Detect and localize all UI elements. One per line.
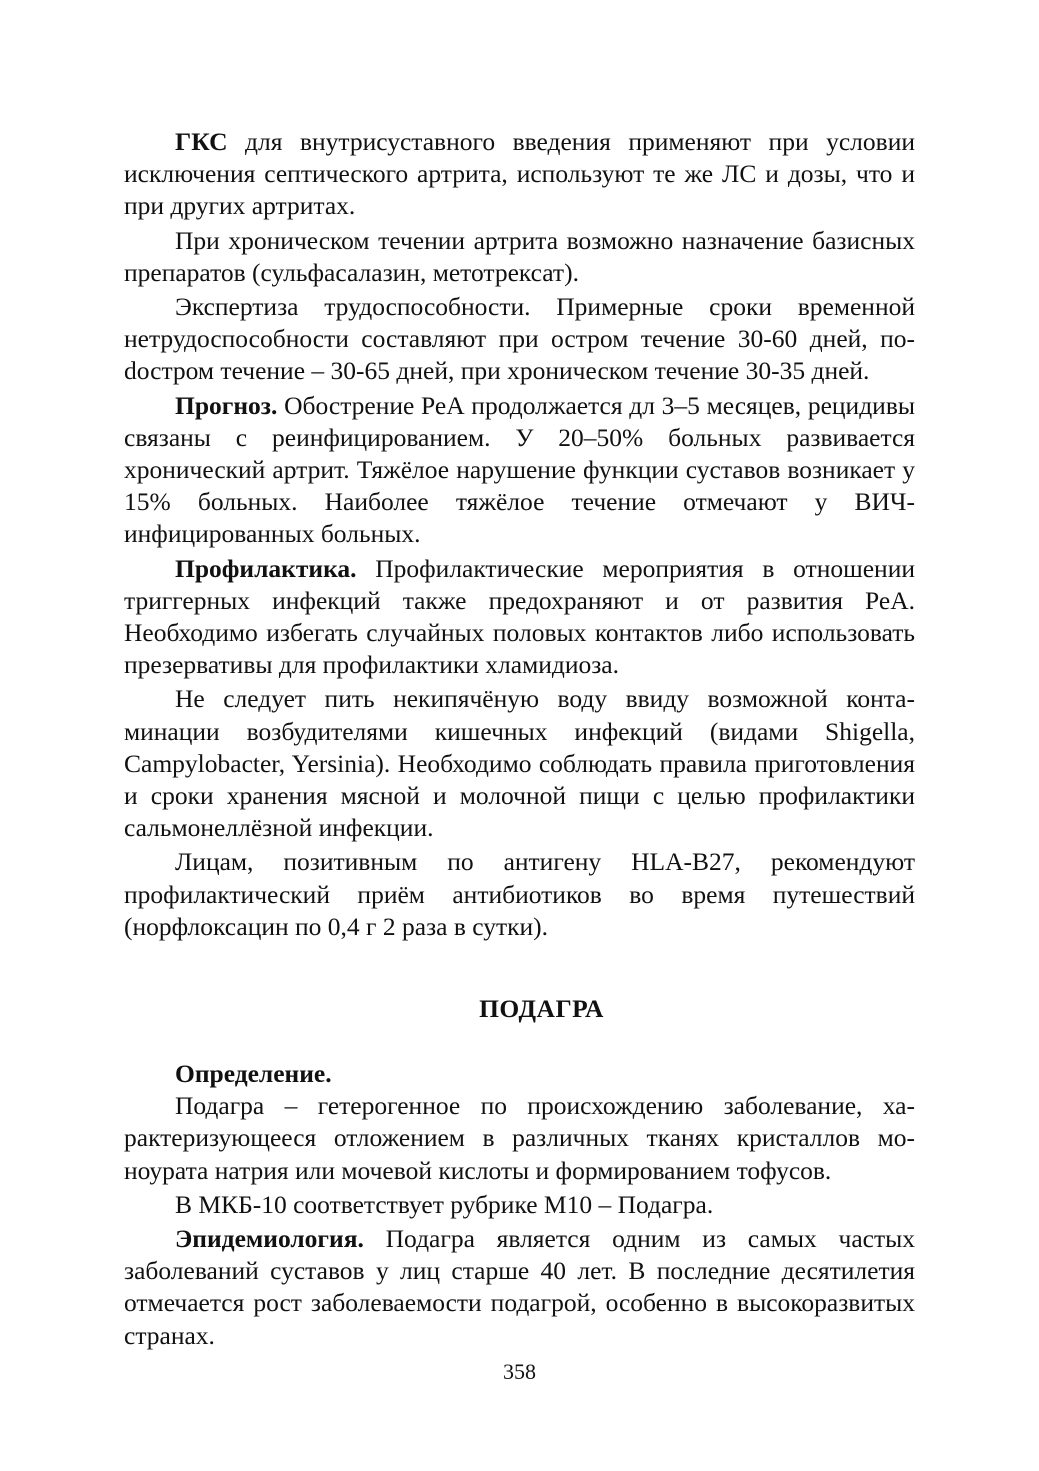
paragraph-lead: Прогноз. [175,390,278,420]
paragraph-gks [124,126,915,223]
body-text [124,126,915,943]
paragraph-lead: Эпидемиология. [175,1224,364,1254]
section-body [124,1058,915,1352]
paragraph-text: Профилактические мероприятия в отношении триггерных инфекций также предохраняют и от развития РеА. Необходимо избегать случайных половых контактов либо использовать презервативы для профилактики хламидиоза. [124,553,915,680]
paragraph-text: При хроническом течении артрита возможно назначение базисных препаратов (сульфасалазин, метотрексат). [124,225,915,287]
paragraph-chronic [124,225,915,289]
paragraph-epidemiology [124,1223,915,1352]
paragraph-text: Обострение РеА продолжается дл 3–5 месяцев, рецидивы связаны с реинфицированием. У 20–50% больных развивается хронический артрит. Тяжёлое нарушение функции суставов возникает у 15% больных. Наиболее тяжёлое течение отмечают у ВИЧ-инфицированных больных. [124,390,915,549]
paragraph-lead: Профилактика. [175,553,357,583]
paragraph-water [124,683,915,844]
paragraph-text: для внутрисуставного введения применяют при условии исключения септического артрита, используют те же ЛС и дозы, что и при других артритах. [124,127,915,221]
paragraph-hla [124,846,915,943]
section-title: ПОДАГРА [479,994,604,1023]
paragraph-expertise [124,291,915,388]
paragraph-lead: ГКС [175,127,228,156]
section-subheading: Определение. [175,1059,332,1088]
paragraph-text: В МКБ-10 соответствует рубрике М10 – Подагра. [175,1189,714,1219]
paragraph-prevention [124,553,915,682]
paragraph-icd [124,1189,915,1221]
paragraph-text: Подагра – гетерогенное по происхождению заболевание, характеризующееся отложением в различных тканях кристаллов моноурата натрия или мочевой кислоты и формированием тофусов. [124,1091,915,1185]
page-number: 358 [503,1359,536,1384]
paragraph-definition [124,1090,915,1187]
paragraph-text: Подагра является одним из самых частых заболеваний суставов у лиц старше 40 лет. В последние десятилетия отмечается рост заболеваемости подагрой, особенно в высокоразвитых странах. [124,1224,915,1350]
paragraph-text: Экспертиза трудоспособности. Примерные сроки временной нетрудоспособности составляют при остром течение 30-60 дней, поdостром течение – 30-65 дней, при хроническом течение 30-35 дней. [124,292,915,386]
paragraph-prognosis [124,390,915,551]
paragraph-text: Не следует пить некипячёную воду ввиду возможной контаминации возбудителями кишечных инфекций (видами Shigella, Campylobacter, Yersinia). Необходимо соблюдать правила приготовления и сроки хранения мясной и молочной пищи с целью профилактики сальмонеллёзной инфекции. [124,684,915,843]
paragraph-text: Лицам, позитивным по антигену HLA-B27, рекомендуют профилактический приём антибиотиков во время путешествий (норфлоксацин по 0,4 г 2 раза в сутки). [124,847,915,941]
